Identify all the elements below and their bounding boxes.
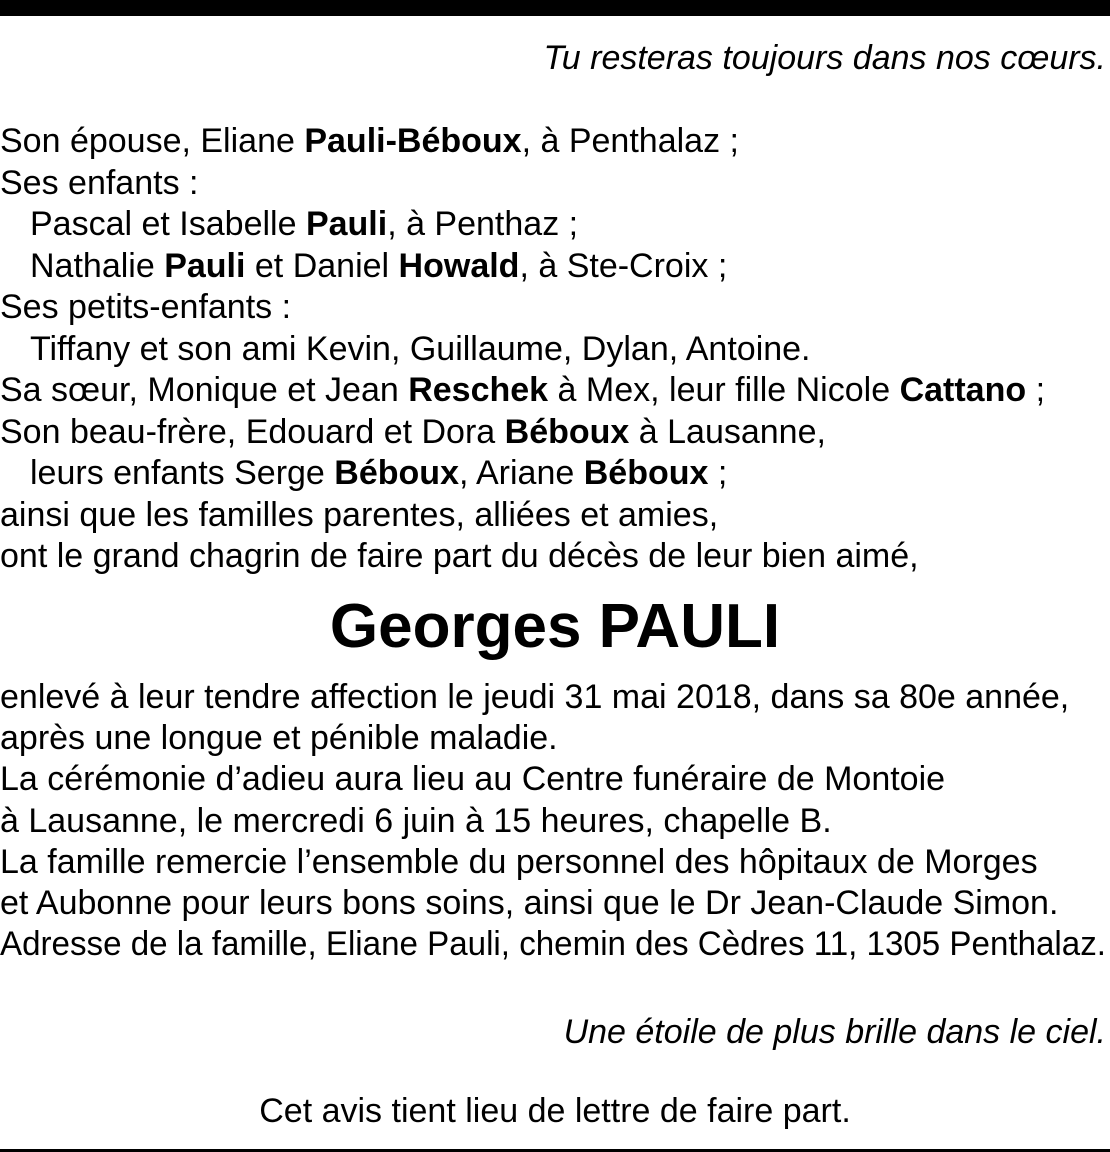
family-surname: Pauli <box>305 205 388 243</box>
body-line: enlevé à leur tendre affection le jeudi 31 mai 2018, dans sa 80e année, <box>0 678 1070 716</box>
family-surname: Béboux <box>334 454 459 492</box>
family-text: à Lausanne, <box>629 412 826 451</box>
family-surname: Béboux <box>504 412 630 451</box>
family-text: Nathalie <box>30 246 165 285</box>
family-text: Ses petits-enfants : <box>0 288 292 326</box>
family-line <box>0 287 1106 328</box>
family-surname: Cattano <box>899 371 1027 409</box>
family-text: , à Penthalaz ; <box>521 122 739 160</box>
family-text: Sa sœur, Monique et Jean <box>0 371 409 409</box>
body-line: à Lausanne, le mercredi 6 juin à 15 heures, chapelle B. <box>0 801 832 840</box>
family-line <box>0 370 1106 411</box>
family-text: , à Ste-Croix ; <box>519 246 728 285</box>
family-text: Ses enfants : <box>0 163 199 202</box>
body-line: et Aubonne pour leurs bons soins, ainsi que le Dr Jean-Claude Simon. <box>0 884 1059 922</box>
body-line: La famille remercie l’ensemble du personnel des hôpitaux de Morges <box>0 842 1038 881</box>
family-line <box>0 121 1106 162</box>
body-line: La cérémonie d’adieu aura lieu au Centre funéraire de Montoie <box>0 760 946 799</box>
family-surname: Howald <box>398 246 520 285</box>
family-text: , Ariane <box>458 454 584 492</box>
family-text: , à Penthaz ; <box>387 205 579 243</box>
family-text: Son beau-frère, Edouard et Dora <box>0 412 505 451</box>
family-line <box>0 495 1106 536</box>
top-rule <box>0 0 1110 16</box>
family-line <box>0 453 1110 494</box>
family-line <box>0 204 1110 245</box>
family-text: à Mex, leur fille Nicole <box>548 371 900 409</box>
body-line: Adresse de la famille, Eliane Pauli, chemin des Cèdres 11, 1305 Penthalaz. <box>0 925 1106 964</box>
family-line <box>0 163 1106 204</box>
family-text: ; <box>708 454 728 492</box>
footer-note: Cet avis tient lieu de lettre de faire part. <box>259 1092 851 1130</box>
deceased-name: Georges PAULI <box>329 592 781 661</box>
family-line <box>0 536 1106 577</box>
family-line <box>0 412 1106 453</box>
epigraph-bottom: Une étoile de plus brille dans le ciel. <box>563 1013 1106 1051</box>
family-surname: Pauli-Béboux <box>304 122 522 160</box>
family-surname: Béboux <box>583 454 709 492</box>
family-surname: Reschek <box>408 371 549 409</box>
family-line <box>0 329 1110 370</box>
family-text: et Daniel <box>245 246 399 285</box>
family-text: leurs enfants Serge <box>30 454 335 492</box>
family-text: ainsi que les familles parentes, alliées et amies, <box>0 495 719 534</box>
family-text: ; <box>1026 371 1046 409</box>
family-surname: Pauli <box>164 246 246 285</box>
epigraph-top: Tu resteras toujours dans nos cœurs. <box>543 39 1106 77</box>
family-text: ont le grand chagrin de faire part du décès de leur bien aimé, <box>0 537 919 575</box>
family-line <box>0 246 1110 287</box>
family-text: Tiffany et son ami Kevin, Guillaume, Dylan, Antoine. <box>30 329 811 368</box>
family-text: Pascal et Isabelle <box>30 205 306 243</box>
body-line: après une longue et pénible maladie. <box>0 719 558 758</box>
family-text: Son épouse, Eliane <box>0 122 305 160</box>
